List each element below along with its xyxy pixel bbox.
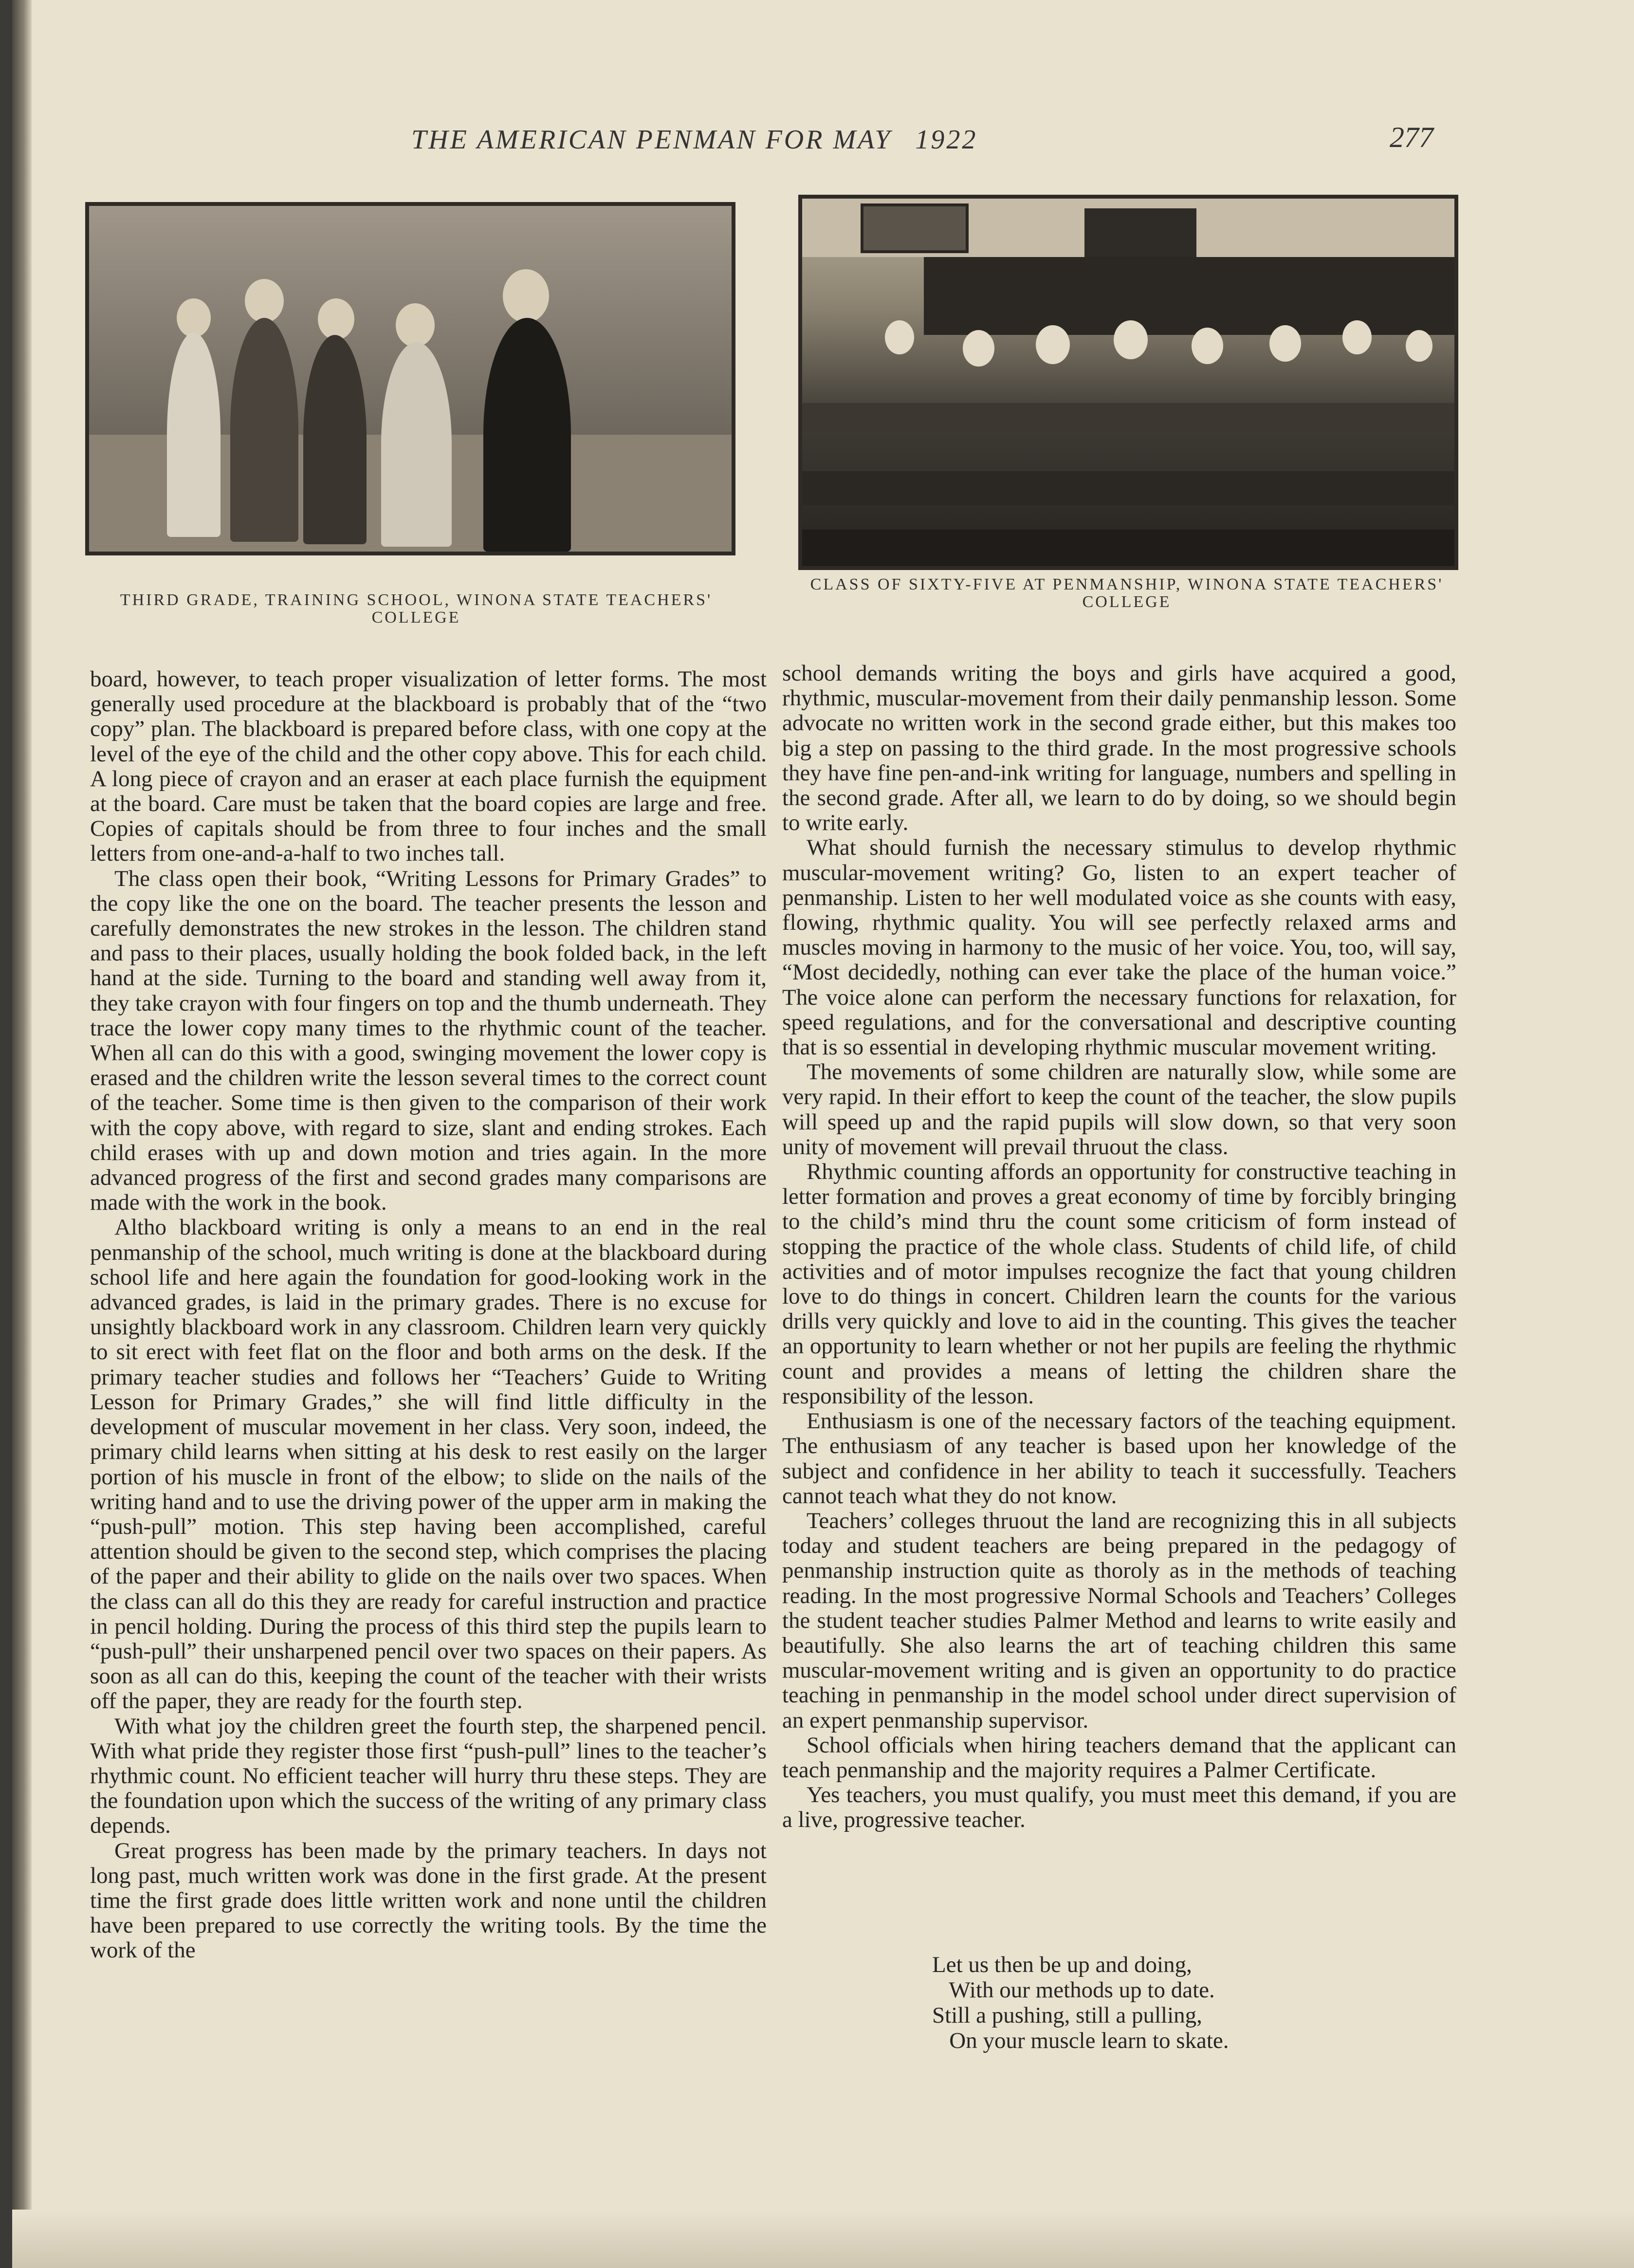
- paragraph: With what joy the children greet the fourth step, the sharpened pencil. With what pride they register those first “push-pull” lines to the teacher’s rhythmic count. No efficient teacher will hurry thru these steps. They are the foundation upon which the success of the writing of any primary class depends.: [90, 1713, 767, 1839]
- paragraph: Yes teachers, you must qualify, you must meet this demand, if you are a live, progressive teacher.: [782, 1782, 1456, 1833]
- running-title: THE AMERICAN PENMAN FOR MAY: [411, 125, 892, 155]
- paragraph: School officials when hiring teachers demand that the applicant can teach penmanship and the majority requires a Palmer Certificate.: [782, 1732, 1456, 1783]
- verse-line: With our methods up to date.: [932, 1977, 1215, 2003]
- page-number: 277: [1390, 121, 1433, 153]
- book-spine-shadow: [12, 0, 32, 2268]
- verse-line: Let us then be up and doing,: [932, 1952, 1192, 1977]
- paragraph: Altho blackboard writing is only a means to an end in the real penmanship of the school, much writing is done at the blackboard during school life and here again the foundation for good-looking work in the advanced grades, is laid in the primary grades. There is no excuse for unsightly blackboard work in any classroom. Children learn very quickly to sit erect with feet flat on the floor and both arms on the desk. If the primary teacher studies and follows her “Teachers’ Guide to Writing Lesson for Primary Grades,” she will find little difficulty in the development of muscular movement in her class. Very soon, indeed, the primary child learns when sitting at his desk to rest easily on the larger portion of his muscle in front of the elbow; to slide on the nails of the writing hand and to use the driving power of the upper arm in making the “push-pull” motion. This step having been accomplished, careful attention should be given to the second step, which comprises the placing of the paper and their ability to glide on the nails over two spaces. When the class can all do this they are ready for careful instruction and practice in pencil holding. During the process of this third step the pupils learn to “push-pull” their unsharpened pencil over two spaces on their papers. As soon as all can do this, keeping the count of the teacher with their wrists off the paper, they are ready for the fourth step.: [90, 1215, 767, 1714]
- paragraph: Teachers’ colleges thruout the land are recognizing this in all subjects today and student teachers are being prepared in the pedagogy of penmanship instruction quite as thoroly as in the methods of teaching reading. In the most progressive Normal Schools and Teachers’ Colleges the student teacher studies Palmer Method and learns to write easily and beautifully. She also learns the art of teaching children this same muscular-movement writing and is given an opportunity to do practice teaching in penmanship in the model school under direct supervision of an expert penmanship supervisor.: [782, 1508, 1456, 1733]
- paragraph: Rhythmic counting affords an opportunity for constructive teaching in letter formation and proves a great economy of time by forcibly bringing to the child’s mind thru the count some criticism of form instead of stopping the practice of the whole class. Students of child life, of child activities and of motor impulses recognize the fact that young children love to do things in concert. Children learn the counts for the various drills very quickly and love to aid in the counting. This gives the teacher an opportunity to learn whether or not her pupils are feeling the rhythmic count and provides a means of letting the children share the responsibility of the lesson.: [782, 1159, 1456, 1409]
- paragraph: school demands writing the boys and girls have acquired a good, rhythmic, muscular-movement from their daily penmanship lesson. Some advocate no written work in the second grade either, but this makes too big a step on passing to the third grade. In the most progressive schools they have fine pen-and-ink writing for language, numbers and spelling in the second grade. After all, we learn to do by doing, so we should begin to write early.: [782, 661, 1456, 836]
- paragraph: The class open their book, “Writing Lessons for Primary Grades” to the copy like the one on the board. The teacher presents the lesson and carefully demonstrates the new strokes in the lesson. The children stand and pass to their places, usually holding the book folded back, in the left hand at the side. Turning to the board and standing well away from it, they take crayon with four fingers on top and the thumb underneath. They trace the lower copy many times to the rhythmic count of the teacher. When all can do this with a good, swinging movement the lower copy is erased and the children write the lesson several times to the correct count of the teacher. Some time is then given to the comparison of their work with the copy above, with regard to size, slant and ending strokes. Each child erases with up and down motion and tries again. In the more advanced progress of the first and second grades many comparisons are made with the work in the book.: [90, 866, 767, 1216]
- paragraph: The movements of some children are naturally slow, while some are very rapid. In their effort to keep the count of the teacher, the slow pupils will speed up and the rapid pupils will slow down, so that very soon unity of movement will prevail thruout the class.: [782, 1059, 1456, 1160]
- page: [12, 0, 1634, 2268]
- figure-caption-1: THIRD GRADE, TRAINING SCHOOL, WINONA STATE TEACHERS' COLLEGE: [120, 591, 713, 627]
- verse-line: On your muscle learn to skate.: [932, 2028, 1229, 2053]
- running-header: [411, 124, 977, 155]
- right-column: [782, 661, 1456, 1833]
- page-bottom-edge: [12, 2210, 1634, 2268]
- photo-third-grade: [85, 202, 735, 555]
- photo-class-of-sixty-five: [798, 195, 1458, 570]
- verse-line: Still a pushing, still a pulling,: [932, 2003, 1202, 2028]
- closing-verse: [932, 1952, 1229, 2053]
- paragraph: Great progress has been made by the primary teachers. In days not long past, much written work was done in the first grade. At the present time the first grade does little written work and none until the children have been prepared to use correctly the writing tools. By the time the work of the: [90, 1838, 767, 1963]
- issue-year: 1922: [915, 125, 978, 155]
- left-column: [90, 667, 767, 1963]
- paragraph: What should furnish the necessary stimulus to develop rhythmic muscular-movement writing? Go, listen to an expert teacher of penmanship. Listen to her well modulated voice as she counts with easy, flowing, rhythmic quality. You will see perfectly relaxed arms and muscles moving in harmony to the music of her voice. You, too, will say, “Most decidedly, nothing can ever take the place of the human voice.” The voice alone can perform the necessary functions for relaxation, for speed regulations, and for the conversational and descriptive counting that is so essential in developing rhythmic muscular movement writing.: [782, 835, 1456, 1060]
- paragraph: board, however, to teach proper visualization of letter forms. The most generally used procedure at the blackboard is probably that of the “two copy” plan. The blackboard is prepared before class, with one copy at the level of the eye of the child and the other copy above. This for each child. A long piece of crayon and an eraser at each place furnish the equipment at the board. Care must be taken that the board copies are large and free. Copies of capitals should be from three to four inches and the small letters from one-and-a-half to two inches tall.: [90, 666, 767, 867]
- paragraph: Enthusiasm is one of the necessary factors of the teaching equipment. The enthusiasm of any teacher is based upon her knowledge of the subject and confidence in her ability to teach it successfully. Teachers cannot teach what they do not know.: [782, 1408, 1456, 1509]
- figure-caption-2: CLASS OF SIXTY-FIVE AT PENMANSHIP, WINONA STATE TEACHERS' COLLEGE: [810, 575, 1444, 611]
